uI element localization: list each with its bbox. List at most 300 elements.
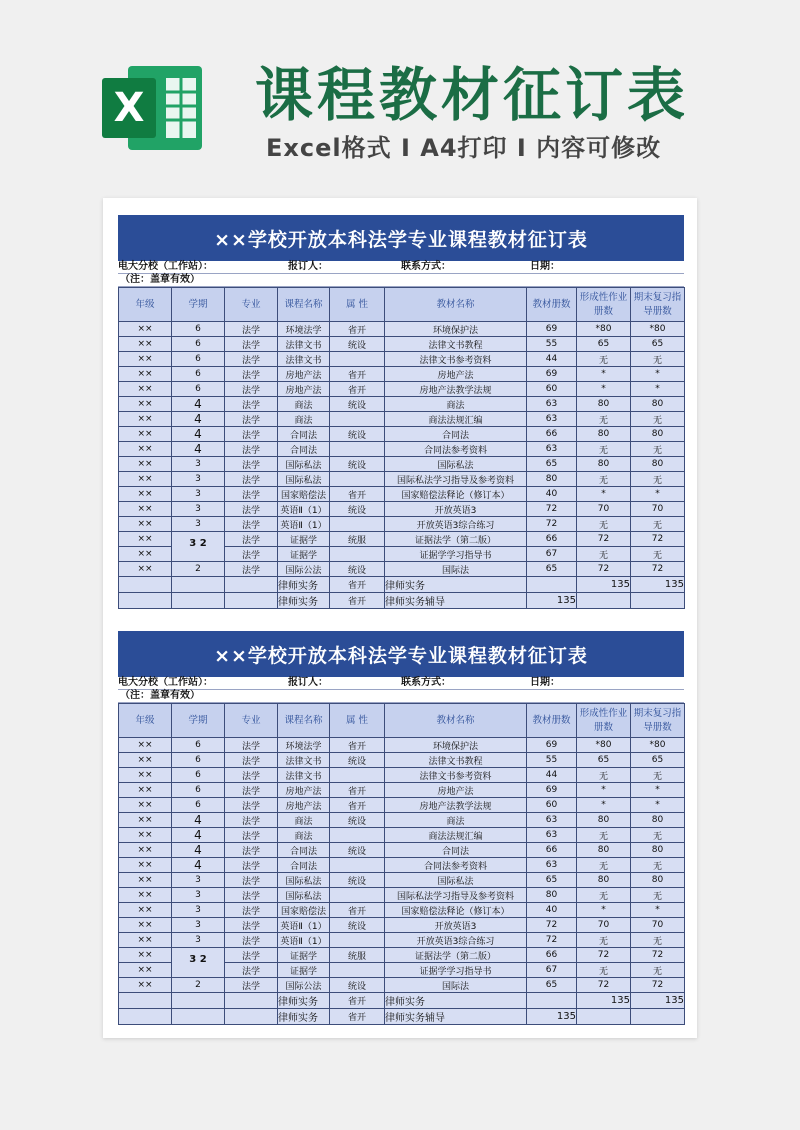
table-cell[interactable]: 法学 (225, 933, 278, 948)
table-cell[interactable]: 72 (527, 918, 577, 933)
table-cell[interactable]: 65 (527, 873, 577, 888)
table-cell[interactable]: ×× (119, 858, 172, 873)
table-cell[interactable]: 统设 (330, 562, 385, 577)
table-cell[interactable]: 法律文书 (278, 753, 330, 768)
table-cell[interactable]: *80 (577, 322, 631, 337)
table-cell[interactable]: 法学 (225, 532, 278, 547)
table-cell[interactable]: * (631, 487, 685, 502)
table-cell[interactable]: ×× (119, 753, 172, 768)
table-cell[interactable]: 法学 (225, 768, 278, 783)
table-cell[interactable]: 律师实务 (278, 993, 330, 1009)
table-cell[interactable]: 法学 (225, 843, 278, 858)
table-cell[interactable]: 法学 (225, 382, 278, 397)
table-cell[interactable]: 法学 (225, 858, 278, 873)
table-cell[interactable]: 英语Ⅱ（1） (278, 502, 330, 517)
table-cell[interactable] (527, 577, 577, 593)
table-cell[interactable]: 合同法 (385, 427, 527, 442)
table-cell[interactable]: 合同法参考资料 (385, 858, 527, 873)
table-cell[interactable]: ×× (119, 562, 172, 577)
table-cell[interactable]: ×× (119, 843, 172, 858)
table-cell[interactable]: 国家赔偿法 (278, 487, 330, 502)
table-cell[interactable]: 3 (172, 502, 225, 517)
table-cell[interactable]: 72 (631, 532, 685, 547)
table-cell[interactable] (330, 963, 385, 978)
table-cell[interactable]: 律师实务 (385, 577, 527, 593)
table-cell[interactable]: 无 (577, 442, 631, 457)
table-cell[interactable]: 法学 (225, 367, 278, 382)
table-cell[interactable]: 国际私法学习指导及参考资料 (385, 472, 527, 487)
table-cell[interactable]: 80 (631, 397, 685, 412)
table-cell[interactable]: 合同法 (278, 427, 330, 442)
table-cell[interactable]: 6 (172, 367, 225, 382)
table-cell[interactable]: ×× (119, 948, 172, 963)
table-cell[interactable]: 4 (172, 442, 225, 457)
table-cell[interactable]: 法学 (225, 472, 278, 487)
table-cell[interactable]: 6 (172, 798, 225, 813)
table-cell[interactable]: 3 (172, 918, 225, 933)
table-cell[interactable]: 省开 (330, 367, 385, 382)
table-cell[interactable]: 80 (577, 427, 631, 442)
table-cell[interactable]: 3 (172, 933, 225, 948)
table-cell[interactable]: 法学 (225, 828, 278, 843)
table-cell[interactable]: ×× (119, 412, 172, 427)
table-cell[interactable]: * (631, 367, 685, 382)
table-cell[interactable]: 法学 (225, 397, 278, 412)
table-cell[interactable]: 4 (172, 858, 225, 873)
table-cell[interactable] (527, 993, 577, 1009)
table-cell[interactable]: 省开 (330, 993, 385, 1009)
table-cell[interactable]: 无 (631, 768, 685, 783)
table-cell[interactable]: 无 (577, 768, 631, 783)
table-cell[interactable]: 72 (577, 978, 631, 993)
table-cell[interactable]: 省开 (330, 382, 385, 397)
table-cell[interactable]: 80 (631, 843, 685, 858)
table-cell[interactable]: ×× (119, 933, 172, 948)
table-cell[interactable]: *80 (577, 738, 631, 753)
table-cell[interactable]: 无 (577, 963, 631, 978)
table-cell[interactable]: 省开 (330, 322, 385, 337)
table-cell[interactable]: 省开 (330, 798, 385, 813)
table-cell[interactable]: 房地产法 (385, 783, 527, 798)
table-cell[interactable]: 环境法学 (278, 738, 330, 753)
table-cell[interactable]: 法律文书参考资料 (385, 352, 527, 367)
table-cell[interactable]: 法律文书 (278, 352, 330, 367)
table-cell[interactable]: 房地产法教学法规 (385, 798, 527, 813)
table-cell[interactable]: 证据学学习指导书 (385, 547, 527, 562)
table-cell[interactable] (119, 593, 172, 609)
table-cell[interactable]: 环境保护法 (385, 322, 527, 337)
table-cell[interactable]: 统设 (330, 337, 385, 352)
table-cell[interactable]: 无 (577, 412, 631, 427)
table-cell[interactable] (119, 1009, 172, 1025)
table-cell[interactable]: 统设 (330, 978, 385, 993)
table-cell[interactable]: 6 (172, 322, 225, 337)
table-cell[interactable]: 合同法参考资料 (385, 442, 527, 457)
table-cell[interactable]: 法学 (225, 798, 278, 813)
table-cell[interactable]: 4 (172, 843, 225, 858)
table-cell[interactable]: 60 (527, 382, 577, 397)
table-cell[interactable]: 房地产法 (278, 382, 330, 397)
table-cell[interactable]: 66 (527, 427, 577, 442)
table-cell[interactable]: 国际私法 (278, 472, 330, 487)
table-cell[interactable]: 无 (631, 547, 685, 562)
table-cell[interactable]: 80 (577, 813, 631, 828)
table-cell[interactable]: 72 (527, 517, 577, 532)
table-cell[interactable]: 法律文书 (278, 768, 330, 783)
table-cell[interactable]: 72 (631, 948, 685, 963)
table-cell[interactable]: 4 (172, 813, 225, 828)
table-cell[interactable]: ×× (119, 963, 172, 978)
table-cell[interactable]: 2 (172, 562, 225, 577)
table-cell[interactable]: ×× (119, 783, 172, 798)
table-cell[interactable]: 法学 (225, 487, 278, 502)
table-cell[interactable]: 英语Ⅱ（1） (278, 918, 330, 933)
table-cell[interactable] (330, 828, 385, 843)
table-cell[interactable]: 3 (172, 888, 225, 903)
table-cell[interactable]: 3 (172, 472, 225, 487)
table-cell[interactable]: 房地产法 (278, 783, 330, 798)
table-cell[interactable]: 律师实务 (278, 593, 330, 609)
table-cell[interactable]: *80 (631, 738, 685, 753)
table-cell[interactable]: 律师实务 (385, 993, 527, 1009)
table-cell[interactable] (119, 577, 172, 593)
table-cell[interactable]: * (577, 487, 631, 502)
table-cell[interactable] (631, 593, 685, 609)
table-cell[interactable]: 69 (527, 738, 577, 753)
table-cell[interactable]: 无 (631, 472, 685, 487)
table-cell[interactable]: 商法法规汇编 (385, 828, 527, 843)
table-cell[interactable]: 法学 (225, 517, 278, 532)
table-cell[interactable]: 70 (631, 918, 685, 933)
table-cell[interactable] (172, 593, 225, 609)
table-cell[interactable]: 省开 (330, 903, 385, 918)
table-cell[interactable]: ×× (119, 442, 172, 457)
table-cell[interactable]: 80 (631, 873, 685, 888)
table-cell[interactable]: 法学 (225, 442, 278, 457)
table-cell[interactable]: 合同法 (278, 442, 330, 457)
table-cell[interactable]: 3 (172, 457, 225, 472)
table-cell[interactable] (577, 593, 631, 609)
table-cell[interactable]: 英语Ⅱ（1） (278, 517, 330, 532)
table-cell[interactable]: 135 (527, 593, 577, 609)
table-cell[interactable]: ×× (119, 888, 172, 903)
table-cell[interactable]: 国际私法 (385, 873, 527, 888)
table-cell[interactable] (330, 888, 385, 903)
table-cell[interactable]: 律师实务辅导 (385, 593, 527, 609)
table-cell[interactable]: 4 (172, 828, 225, 843)
table-cell[interactable]: ×× (119, 517, 172, 532)
table-cell[interactable]: 国际法 (385, 562, 527, 577)
table-cell[interactable]: 省开 (330, 738, 385, 753)
table-cell[interactable]: 法学 (225, 873, 278, 888)
table-cell[interactable]: 证据学 (278, 963, 330, 978)
table-cell[interactable]: 4 (172, 427, 225, 442)
table-cell[interactable]: 4 (172, 412, 225, 427)
table-cell[interactable]: * (631, 798, 685, 813)
table-cell[interactable]: 无 (577, 828, 631, 843)
table-cell[interactable] (225, 1009, 278, 1025)
table-cell[interactable]: 证据学 (278, 547, 330, 562)
table-cell[interactable] (330, 517, 385, 532)
table-cell[interactable]: 无 (631, 828, 685, 843)
table-cell[interactable]: 省开 (330, 593, 385, 609)
table-cell[interactable]: 72 (527, 502, 577, 517)
table-cell[interactable]: 135 (631, 577, 685, 593)
table-cell[interactable]: 法学 (225, 738, 278, 753)
table-cell[interactable]: 统服 (330, 948, 385, 963)
table-cell[interactable]: ×× (119, 547, 172, 562)
table-cell[interactable]: 国家赔偿法 (278, 903, 330, 918)
table-cell[interactable]: 72 (631, 562, 685, 577)
table-cell[interactable]: 60 (527, 798, 577, 813)
table-cell[interactable]: 3 (172, 873, 225, 888)
table-cell[interactable]: 房地产法 (278, 798, 330, 813)
table-cell[interactable]: 法学 (225, 337, 278, 352)
table-cell[interactable]: ×× (119, 337, 172, 352)
table-cell[interactable] (172, 993, 225, 1009)
table-cell[interactable]: 无 (631, 517, 685, 532)
table-cell[interactable]: ×× (119, 367, 172, 382)
table-cell[interactable] (330, 768, 385, 783)
table-cell[interactable]: 6 (172, 352, 225, 367)
table-cell[interactable]: 证据法学（第二版） (385, 532, 527, 547)
table-cell[interactable]: 法学 (225, 412, 278, 427)
table-cell[interactable]: * (577, 783, 631, 798)
table-cell[interactable]: 房地产法教学法规 (385, 382, 527, 397)
table-cell[interactable]: * (577, 382, 631, 397)
table-cell[interactable]: 商法 (385, 813, 527, 828)
table-cell[interactable]: 6 (172, 738, 225, 753)
table-cell[interactable]: 法学 (225, 918, 278, 933)
table-cell[interactable]: 法学 (225, 903, 278, 918)
table-cell[interactable] (225, 593, 278, 609)
table-cell[interactable]: 44 (527, 768, 577, 783)
table-cell[interactable]: 72 (577, 948, 631, 963)
table-cell[interactable]: 国家赔偿法释论（修订本） (385, 903, 527, 918)
table-cell[interactable]: 商法法规汇编 (385, 412, 527, 427)
table-cell[interactable]: 80 (527, 472, 577, 487)
table-cell[interactable]: 开放英语3综合练习 (385, 517, 527, 532)
table-cell[interactable]: 商法 (278, 412, 330, 427)
table-cell[interactable]: 国际私法 (278, 873, 330, 888)
table-cell[interactable]: 省开 (330, 783, 385, 798)
table-cell[interactable] (330, 858, 385, 873)
table-cell[interactable]: 国家赔偿法释论（修订本） (385, 487, 527, 502)
table-cell[interactable] (330, 547, 385, 562)
table-cell[interactable]: 80 (577, 873, 631, 888)
table-cell[interactable]: 国际公法 (278, 978, 330, 993)
table-cell[interactable]: 135 (577, 993, 631, 1009)
table-cell[interactable]: 65 (631, 753, 685, 768)
table-cell[interactable]: 法律文书 (278, 337, 330, 352)
table-cell[interactable]: ×× (119, 768, 172, 783)
table-cell[interactable]: 法学 (225, 547, 278, 562)
table-cell[interactable]: ×× (119, 397, 172, 412)
table-cell[interactable]: 6 (172, 337, 225, 352)
table-cell[interactable]: 63 (527, 442, 577, 457)
table-cell[interactable]: 66 (527, 532, 577, 547)
table-cell[interactable]: 无 (577, 858, 631, 873)
table-cell[interactable]: 无 (631, 858, 685, 873)
table-cell[interactable]: 135 (527, 1009, 577, 1025)
table-cell[interactable]: 商法 (278, 397, 330, 412)
table-cell[interactable]: 商法 (385, 397, 527, 412)
table-cell[interactable]: 65 (527, 978, 577, 993)
table-cell[interactable]: 70 (577, 918, 631, 933)
table-cell[interactable]: 合同法 (385, 843, 527, 858)
table-cell[interactable]: 律师实务辅导 (385, 1009, 527, 1025)
table-cell[interactable]: * (631, 903, 685, 918)
table-cell[interactable]: 英语Ⅱ（1） (278, 933, 330, 948)
table-cell[interactable]: 80 (577, 843, 631, 858)
table-cell[interactable]: 72 (577, 532, 631, 547)
table-cell[interactable] (577, 1009, 631, 1025)
table-cell[interactable]: ×× (119, 918, 172, 933)
table-cell[interactable]: *80 (631, 322, 685, 337)
table-cell[interactable]: 72 (527, 933, 577, 948)
table-cell[interactable]: 法学 (225, 963, 278, 978)
table-cell[interactable]: 统设 (330, 918, 385, 933)
table-cell[interactable]: 无 (577, 352, 631, 367)
table-cell[interactable]: ×× (119, 427, 172, 442)
table-cell[interactable]: 无 (631, 963, 685, 978)
table-cell[interactable]: ×× (119, 903, 172, 918)
table-cell[interactable]: 65 (631, 337, 685, 352)
table-cell[interactable]: ×× (119, 352, 172, 367)
table-cell[interactable]: 无 (631, 442, 685, 457)
table-cell[interactable] (330, 412, 385, 427)
table-cell[interactable]: ×× (119, 502, 172, 517)
table-cell[interactable]: 63 (527, 397, 577, 412)
table-cell[interactable]: 55 (527, 337, 577, 352)
table-cell[interactable]: 80 (631, 427, 685, 442)
table-cell[interactable]: 无 (577, 472, 631, 487)
table-cell[interactable]: ×× (119, 457, 172, 472)
table-cell[interactable]: * (577, 798, 631, 813)
table-cell[interactable]: 6 (172, 768, 225, 783)
table-cell[interactable]: 69 (527, 322, 577, 337)
table-cell[interactable]: 统设 (330, 813, 385, 828)
table-cell[interactable] (330, 352, 385, 367)
table-cell[interactable]: 63 (527, 828, 577, 843)
table-cell[interactable]: ×× (119, 322, 172, 337)
table-cell[interactable]: 法学 (225, 427, 278, 442)
table-cell[interactable]: 开放英语3 (385, 502, 527, 517)
table-cell[interactable]: 70 (577, 502, 631, 517)
table-cell[interactable]: 法学 (225, 978, 278, 993)
table-cell[interactable]: ×× (119, 487, 172, 502)
table-cell[interactable]: 65 (577, 337, 631, 352)
table-cell[interactable]: 80 (631, 457, 685, 472)
table-cell[interactable]: * (631, 783, 685, 798)
table-cell[interactable]: 135 (631, 993, 685, 1009)
table-cell[interactable]: 法学 (225, 753, 278, 768)
table-cell[interactable]: ×× (119, 813, 172, 828)
table-cell[interactable]: 63 (527, 813, 577, 828)
table-cell[interactable] (330, 442, 385, 457)
table-cell[interactable]: 67 (527, 963, 577, 978)
table-cell[interactable] (225, 993, 278, 1009)
table-cell[interactable] (330, 472, 385, 487)
table-cell[interactable]: 无 (577, 517, 631, 532)
table-cell[interactable]: 44 (527, 352, 577, 367)
table-cell[interactable]: 69 (527, 783, 577, 798)
table-cell[interactable]: * (631, 382, 685, 397)
table-cell[interactable] (172, 532, 225, 562)
table-cell[interactable]: 证据法学（第二版） (385, 948, 527, 963)
table-cell[interactable]: 法律文书参考资料 (385, 768, 527, 783)
table-cell[interactable]: 国际私法 (385, 457, 527, 472)
table-cell[interactable]: * (577, 367, 631, 382)
table-cell[interactable]: 证据学 (278, 532, 330, 547)
table-cell[interactable]: 统设 (330, 873, 385, 888)
table-cell[interactable]: 80 (631, 813, 685, 828)
table-cell[interactable]: 80 (577, 457, 631, 472)
table-cell[interactable]: 66 (527, 948, 577, 963)
table-cell[interactable]: 律师实务 (278, 1009, 330, 1025)
table-cell[interactable]: 国际私法 (278, 457, 330, 472)
table-cell[interactable] (172, 948, 225, 978)
table-cell[interactable]: 法学 (225, 948, 278, 963)
table-cell[interactable] (330, 933, 385, 948)
table-cell[interactable]: 80 (577, 397, 631, 412)
table-cell[interactable]: 无 (577, 888, 631, 903)
table-cell[interactable]: 国际公法 (278, 562, 330, 577)
table-cell[interactable]: 法学 (225, 502, 278, 517)
table-cell[interactable]: 法学 (225, 783, 278, 798)
table-cell[interactable] (225, 577, 278, 593)
table-cell[interactable]: 国际法 (385, 978, 527, 993)
table-cell[interactable]: ×× (119, 382, 172, 397)
table-cell[interactable]: 法律文书教程 (385, 337, 527, 352)
table-cell[interactable]: 无 (631, 412, 685, 427)
table-cell[interactable]: 6 (172, 753, 225, 768)
table-cell[interactable]: 65 (527, 457, 577, 472)
table-cell[interactable]: 无 (631, 888, 685, 903)
table-cell[interactable]: 法律文书教程 (385, 753, 527, 768)
table-cell[interactable]: 67 (527, 547, 577, 562)
table-cell[interactable]: 4 (172, 397, 225, 412)
table-cell[interactable]: 统设 (330, 427, 385, 442)
table-cell[interactable]: 法学 (225, 888, 278, 903)
table-cell[interactable]: 环境法学 (278, 322, 330, 337)
table-cell[interactable]: 法学 (225, 322, 278, 337)
table-cell[interactable]: 63 (527, 858, 577, 873)
table-cell[interactable]: 国际私法学习指导及参考资料 (385, 888, 527, 903)
table-cell[interactable]: 40 (527, 487, 577, 502)
table-cell[interactable]: 商法 (278, 828, 330, 843)
table-cell[interactable]: 房地产法 (385, 367, 527, 382)
table-cell[interactable]: 省开 (330, 1009, 385, 1025)
table-cell[interactable]: 省开 (330, 487, 385, 502)
table-cell[interactable] (172, 577, 225, 593)
table-cell[interactable]: 6 (172, 382, 225, 397)
table-cell[interactable]: 无 (631, 352, 685, 367)
table-cell[interactable]: 法学 (225, 813, 278, 828)
table-cell[interactable]: ×× (119, 738, 172, 753)
table-cell[interactable]: 2 (172, 978, 225, 993)
table-cell[interactable]: 统设 (330, 397, 385, 412)
table-cell[interactable]: ×× (119, 798, 172, 813)
table-cell[interactable]: 70 (631, 502, 685, 517)
table-cell[interactable]: 合同法 (278, 858, 330, 873)
table-cell[interactable]: 无 (577, 933, 631, 948)
table-cell[interactable]: 统设 (330, 457, 385, 472)
table-cell[interactable]: 开放英语3综合练习 (385, 933, 527, 948)
table-cell[interactable]: 国际私法 (278, 888, 330, 903)
table-cell[interactable]: ×× (119, 873, 172, 888)
table-cell[interactable]: 80 (527, 888, 577, 903)
